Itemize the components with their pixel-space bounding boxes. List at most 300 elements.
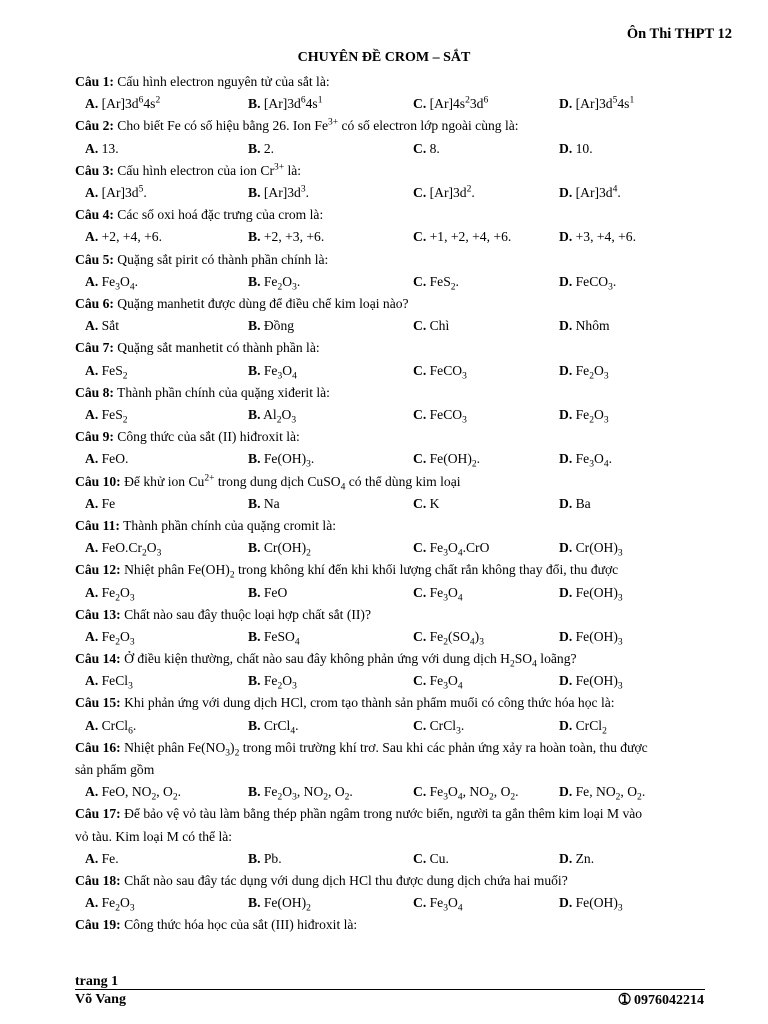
option-d xyxy=(559,626,623,648)
question-10 xyxy=(75,471,720,515)
option-text: 13. xyxy=(98,140,119,156)
answer-options xyxy=(75,448,720,470)
option-text: $Cr(OH)_3$ xyxy=(572,540,623,559)
question-label: Câu 1: xyxy=(75,74,114,89)
option-letter: A. xyxy=(85,895,99,911)
question-list xyxy=(75,71,720,937)
option-a xyxy=(85,715,136,737)
question-text xyxy=(75,515,720,537)
option-text: Đồng xyxy=(260,318,295,334)
option-text: FeSO$_4$ xyxy=(260,628,300,648)
question-text xyxy=(75,115,720,137)
option-text: +1, +2, +4, +6. xyxy=(426,229,512,245)
option-text: FeO. xyxy=(98,451,129,467)
question-text xyxy=(75,692,720,714)
option-d xyxy=(559,493,591,515)
option-letter: D. xyxy=(559,784,573,800)
option-letter: D. xyxy=(559,850,573,866)
option-text: 2. xyxy=(260,140,275,156)
question-7 xyxy=(75,337,720,381)
option-text: $Fe(OH)_3$ xyxy=(572,895,623,914)
answer-options xyxy=(75,848,720,870)
question-stem: Quặng manhetit được dùng để điều chế kim loại nào? xyxy=(113,295,409,311)
option-c xyxy=(413,138,440,160)
option-letter: D. xyxy=(559,362,573,378)
option-text: $[Ar]3d^2$. xyxy=(426,184,475,200)
option-text: $[Ar]3d^64s^2$ xyxy=(98,95,161,112)
option-letter: D. xyxy=(559,895,573,911)
option-text: CrCl$_6$. xyxy=(98,717,137,737)
question-text xyxy=(75,160,720,182)
option-text: Chì xyxy=(426,318,450,334)
answer-options xyxy=(75,537,720,559)
answer-options xyxy=(75,93,720,115)
option-letter: D. xyxy=(559,628,573,644)
question-label: Câu 10: xyxy=(75,473,121,489)
option-b xyxy=(248,404,296,426)
option-letter: A. xyxy=(85,584,99,600)
option-text: $Fe_3O_4$. xyxy=(572,451,612,471)
question-17 xyxy=(75,803,720,870)
option-text: Cu. xyxy=(426,850,449,866)
question-stem: Khi phản ứng với dung dịch HCl, crom tạo thành sản phẩm muối có công thức hóa học là: xyxy=(120,695,615,711)
question-text xyxy=(75,471,720,493)
option-letter: C. xyxy=(413,495,427,511)
option-d xyxy=(559,360,609,382)
option-text: $Cr(OH)_2$ xyxy=(260,540,311,559)
option-c xyxy=(413,226,511,248)
option-letter: A. xyxy=(85,184,99,200)
option-d xyxy=(559,182,621,204)
option-text: $Fe_3O_4$. xyxy=(98,273,138,293)
option-letter: A. xyxy=(85,406,99,422)
question-stem: Thành phần chính của quặng cromit là: xyxy=(119,517,337,533)
option-a xyxy=(85,271,138,293)
question-text xyxy=(75,914,720,936)
option-text: $Fe_3O_4$ xyxy=(426,673,463,692)
option-b xyxy=(248,670,297,692)
option-text: $Fe_3O_4$, $NO_2$, $O_2$. xyxy=(426,784,519,803)
option-text: FeO, $NO_2$, $O_2$. xyxy=(98,784,182,803)
question-text xyxy=(75,382,720,404)
option-b xyxy=(248,626,300,648)
option-letter: A. xyxy=(85,673,99,689)
option-d xyxy=(559,315,610,337)
option-c xyxy=(413,93,488,115)
option-d xyxy=(559,271,616,293)
option-text: Ba xyxy=(572,495,591,511)
question-label: Câu 3: xyxy=(75,162,114,178)
question-stem: Thành phần chính của quặng xiđerit là: xyxy=(113,384,330,400)
option-d xyxy=(559,715,607,737)
option-letter: D. xyxy=(559,451,573,467)
question-label: Câu 11: xyxy=(75,517,120,533)
author-name: Võ Vang xyxy=(75,992,126,1007)
option-b xyxy=(248,226,324,248)
option-letter: D. xyxy=(559,540,573,556)
option-letter: C. xyxy=(413,895,427,911)
option-c xyxy=(413,182,475,204)
option-d xyxy=(559,848,594,870)
option-a xyxy=(85,93,160,115)
option-c xyxy=(413,582,463,604)
question-14 xyxy=(75,648,720,692)
question-stem: Cho biết Fe có số hiệu bằng 26. Ion $Fe^{3+}$ có số electron lớp ngoài cùng là: xyxy=(113,117,519,134)
option-letter: B. xyxy=(248,584,261,600)
option-letter: C. xyxy=(413,717,427,733)
option-letter: D. xyxy=(559,229,573,245)
answer-options xyxy=(75,404,720,426)
question-text xyxy=(75,204,720,226)
option-text: $Fe_2O_3$ xyxy=(572,362,609,382)
option-letter: B. xyxy=(248,673,261,689)
question-stem: Cấu hình electron của ion $Cr^{3+}$ là: xyxy=(113,162,302,178)
option-letter: B. xyxy=(248,140,261,156)
option-text: Fe. xyxy=(98,850,119,866)
option-letter: C. xyxy=(413,584,427,600)
option-letter: A. xyxy=(85,784,99,800)
question-stem: Công thức của sắt (II) hiđroxit là: xyxy=(113,429,300,445)
option-c xyxy=(413,537,489,559)
option-a xyxy=(85,138,119,160)
option-d xyxy=(559,781,645,803)
phone-number xyxy=(619,992,704,1009)
option-b xyxy=(248,182,309,204)
option-d xyxy=(559,448,612,470)
option-text: $[Ar]3d^4$. xyxy=(572,184,621,200)
option-text: Na xyxy=(260,495,280,511)
option-text: +2, +4, +6. xyxy=(98,229,162,245)
option-text: Pb. xyxy=(260,850,282,866)
option-text: 8. xyxy=(426,140,440,156)
option-text: $Al_2O_3$ xyxy=(260,406,297,426)
option-text: $[Ar]3d^64s^1$ xyxy=(260,95,323,112)
option-b xyxy=(248,892,311,914)
option-text: FeO xyxy=(260,584,288,600)
option-text: $Fe_2O_3$. xyxy=(260,273,301,293)
option-d xyxy=(559,404,609,426)
option-b xyxy=(248,360,297,382)
option-letter: B. xyxy=(248,850,261,866)
option-a xyxy=(85,848,119,870)
option-b xyxy=(248,781,353,803)
option-text: $Fe_2O_3$ xyxy=(98,584,135,604)
question-11 xyxy=(75,515,720,559)
option-letter: A. xyxy=(85,96,99,112)
option-letter: A. xyxy=(85,362,99,378)
question-text xyxy=(75,648,720,670)
option-letter: B. xyxy=(248,318,261,334)
option-d xyxy=(559,226,636,248)
option-c xyxy=(413,448,480,470)
option-c xyxy=(413,892,463,914)
question-9 xyxy=(75,426,720,470)
option-letter: C. xyxy=(413,229,427,245)
question-4 xyxy=(75,204,720,248)
option-a xyxy=(85,781,181,803)
answer-options xyxy=(75,138,720,160)
document-title: CHUYÊN ĐỀ CROM – SẮT xyxy=(297,50,471,65)
question-text xyxy=(75,559,720,581)
option-c xyxy=(413,493,439,515)
question-label: Câu 13: xyxy=(75,606,121,622)
question-text xyxy=(75,426,720,448)
question-stem: Quặng sắt pirit có thành phần chính là: xyxy=(113,251,329,267)
option-text: $[Ar]3d^3$. xyxy=(260,184,310,200)
option-b xyxy=(248,493,280,515)
question-label: Câu 5: xyxy=(75,251,114,267)
option-text: $[Ar]3d^5$. xyxy=(98,184,147,200)
option-c xyxy=(413,626,484,648)
option-text: Fe, $NO_2$, $O_2$. xyxy=(572,784,646,803)
option-letter: B. xyxy=(248,406,261,422)
option-a xyxy=(85,448,128,470)
question-label: Câu 15: xyxy=(75,695,121,711)
option-letter: C. xyxy=(413,451,427,467)
option-letter: B. xyxy=(248,273,261,289)
answer-options xyxy=(75,892,720,914)
answer-options xyxy=(75,582,720,604)
option-letter: C. xyxy=(413,140,427,156)
option-letter: C. xyxy=(413,318,427,334)
question-stem: Cấu hình electron nguyên tử của sắt là: xyxy=(113,74,330,89)
question-label: Câu 18: xyxy=(75,873,121,889)
question-text xyxy=(75,293,720,315)
question-1 xyxy=(75,71,720,115)
question-label: Câu 12: xyxy=(75,562,121,578)
option-text: $Fe_2O_3$, $NO_2$, $O_2$. xyxy=(260,784,353,803)
option-letter: C. xyxy=(413,628,427,644)
option-letter: A. xyxy=(85,850,99,866)
question-text xyxy=(75,604,720,626)
option-letter: D. xyxy=(559,273,573,289)
option-letter: D. xyxy=(559,406,573,422)
option-letter: C. xyxy=(413,406,427,422)
option-a xyxy=(85,582,135,604)
option-text: $Fe_2O_3$ xyxy=(98,895,135,914)
option-a xyxy=(85,360,128,382)
option-a xyxy=(85,315,119,337)
option-a xyxy=(85,182,147,204)
option-text: FeCl$_3$ xyxy=(98,673,133,692)
question-text xyxy=(75,337,720,359)
option-a xyxy=(85,670,133,692)
question-stem: Nhiệt phân $Fe(OH)_2$ trong không khí đến khi khối lượng chất rắn không thay đổi, thu được xyxy=(120,562,619,582)
option-b xyxy=(248,537,311,559)
option-text: $Fe_2(SO_4)_3$ xyxy=(426,628,484,648)
question-15 xyxy=(75,692,720,736)
option-letter: D. xyxy=(559,495,573,511)
option-text: FeS$_2$ xyxy=(98,362,128,382)
question-text xyxy=(75,249,720,271)
option-text: $Fe_3O_4$ xyxy=(260,362,297,382)
question-stem: Chất nào sau đây thuộc loại hợp chất sắt (II)? xyxy=(120,606,371,622)
answer-options xyxy=(75,271,720,293)
question-label: Câu 16: xyxy=(75,739,121,755)
question-12 xyxy=(75,559,720,603)
option-text: FeS$_2$. xyxy=(426,273,459,293)
option-letter: B. xyxy=(248,362,261,378)
option-letter: B. xyxy=(248,540,261,556)
question-text xyxy=(75,803,720,825)
option-text: $[Ar]4s^23d^6$ xyxy=(426,95,489,112)
question-19 xyxy=(75,914,720,936)
answer-options xyxy=(75,360,720,382)
option-d xyxy=(559,892,623,914)
option-text: CrCl$_2$ xyxy=(572,717,607,737)
answer-options xyxy=(75,715,720,737)
option-text: FeCO$_3$ xyxy=(426,406,467,426)
answer-options xyxy=(75,781,720,803)
option-letter: D. xyxy=(559,318,573,334)
option-letter: A. xyxy=(85,273,99,289)
phone-number-text: 0976042214 xyxy=(634,993,704,1008)
option-letter: B. xyxy=(248,495,261,511)
question-label: Câu 6: xyxy=(75,295,114,311)
option-letter: D. xyxy=(559,140,573,156)
option-letter: A. xyxy=(85,628,99,644)
answer-options xyxy=(75,670,720,692)
question-5 xyxy=(75,249,720,293)
option-d xyxy=(559,93,634,115)
option-letter: C. xyxy=(413,96,427,112)
question-6 xyxy=(75,293,720,337)
option-text: $Fe_2O_3$ xyxy=(572,406,609,426)
question-text xyxy=(75,870,720,892)
option-text: Nhôm xyxy=(572,318,610,334)
option-c xyxy=(413,404,467,426)
option-letter: C. xyxy=(413,784,427,800)
option-d xyxy=(559,670,623,692)
option-letter: A. xyxy=(85,495,99,511)
option-letter: A. xyxy=(85,540,99,556)
question-16 xyxy=(75,737,720,804)
answer-options xyxy=(75,226,720,248)
course-label: Ôn Thi THPT 12 xyxy=(626,26,732,42)
option-letter: B. xyxy=(248,784,261,800)
option-text: $Fe_3O_4$ xyxy=(426,584,463,604)
option-a xyxy=(85,626,135,648)
option-letter: C. xyxy=(413,362,427,378)
option-text: $Fe(OH)_2$ xyxy=(260,895,311,914)
option-letter: B. xyxy=(248,451,261,467)
option-text: $Fe(OH)_3$ xyxy=(572,628,623,648)
option-text: K xyxy=(426,495,440,511)
option-text: CrCl$_4$. xyxy=(260,717,299,737)
option-text: FeCO$_3$. xyxy=(572,273,617,293)
option-b xyxy=(248,93,322,115)
option-text: $Fe_3O_4.CrO$ xyxy=(426,540,490,559)
question-2 xyxy=(75,115,720,159)
option-letter: C. xyxy=(413,673,427,689)
option-text: $Fe_3O_4$ xyxy=(426,895,463,914)
question-text xyxy=(75,71,720,93)
phone-icon: ➀ xyxy=(618,993,631,1008)
option-b xyxy=(248,448,314,470)
option-c xyxy=(413,848,449,870)
option-letter: C. xyxy=(413,184,427,200)
question-label: Câu 2: xyxy=(75,118,114,134)
question-text xyxy=(75,737,720,759)
option-c xyxy=(413,781,519,803)
option-a xyxy=(85,404,128,426)
option-text: 10. xyxy=(572,140,593,156)
question-stem: Nhiệt phân $Fe(NO_3)_2$ trong môi trường khí trơ. Sau khi các phản ứng xảy ra hoàn toàn, thu được xyxy=(120,739,648,759)
question-stem-continued: vỏ tàu. Kim loại M có thể là: xyxy=(75,828,233,844)
option-text: $FeO.Cr_2O_3$ xyxy=(98,540,162,559)
answer-options xyxy=(75,315,720,337)
option-letter: B. xyxy=(248,628,261,644)
option-text: $Fe(OH)_2$. xyxy=(426,451,481,471)
option-letter: B. xyxy=(248,96,261,112)
option-letter: C. xyxy=(413,540,427,556)
option-text: Zn. xyxy=(572,850,595,866)
option-c xyxy=(413,360,467,382)
option-a xyxy=(85,537,161,559)
question-label: Câu 7: xyxy=(75,340,114,356)
option-letter: D. xyxy=(559,673,573,689)
question-stem: Các số oxi hoá đặc trưng của crom là: xyxy=(113,207,324,223)
option-c xyxy=(413,315,449,337)
answer-options xyxy=(75,493,720,515)
option-text: $Fe(OH)_3$ xyxy=(572,673,623,692)
question-label: Câu 19: xyxy=(75,917,121,933)
option-letter: A. xyxy=(85,717,99,733)
option-text: $Fe(OH)_3$. xyxy=(260,451,315,471)
option-letter: B. xyxy=(248,229,261,245)
option-letter: D. xyxy=(559,184,573,200)
option-b xyxy=(248,848,282,870)
option-text: CrCl$_3$. xyxy=(426,717,465,737)
option-b xyxy=(248,271,300,293)
option-text: +2, +3, +6. xyxy=(260,229,325,245)
option-letter: C. xyxy=(413,273,427,289)
question-label: Câu 9: xyxy=(75,429,114,445)
option-d xyxy=(559,582,623,604)
option-b xyxy=(248,138,274,160)
question-stem: Để bảo vệ vỏ tàu làm bằng thép phần ngâm trong nước biển, người ta gắn thêm kim loại M vào xyxy=(120,806,643,822)
page-number: trang 1 xyxy=(75,974,119,989)
question-stem: Công thức hóa học của sắt (III) hiđroxit là: xyxy=(120,917,358,933)
option-text: Fe xyxy=(98,495,116,511)
option-letter: A. xyxy=(85,318,99,334)
option-letter: D. xyxy=(559,96,573,112)
option-text: FeCO$_3$ xyxy=(426,362,467,382)
footer-divider xyxy=(75,989,705,990)
option-text: $Fe_2O_3$ xyxy=(260,673,297,692)
option-letter: B. xyxy=(248,895,261,911)
question-stem: Để khử ion $Cu^{2+}$ trong dung dịch CuSO$_4$ có thể dùng kim loại xyxy=(120,472,461,493)
option-c xyxy=(413,715,464,737)
option-b xyxy=(248,582,287,604)
option-letter: D. xyxy=(559,584,573,600)
option-letter: A. xyxy=(85,140,99,156)
option-letter: C. xyxy=(413,850,427,866)
answer-options xyxy=(75,626,720,648)
question-label: Câu 8: xyxy=(75,384,114,400)
option-text: $Fe(OH)_3$ xyxy=(572,584,623,604)
option-letter: D. xyxy=(559,717,573,733)
option-text: $[Ar]3d^54s^1$ xyxy=(572,95,635,112)
answer-options xyxy=(75,182,720,204)
option-d xyxy=(559,537,623,559)
option-a xyxy=(85,226,162,248)
option-c xyxy=(413,271,459,293)
option-letter: A. xyxy=(85,451,99,467)
option-letter: B. xyxy=(248,717,261,733)
option-b xyxy=(248,315,294,337)
question-13 xyxy=(75,604,720,648)
